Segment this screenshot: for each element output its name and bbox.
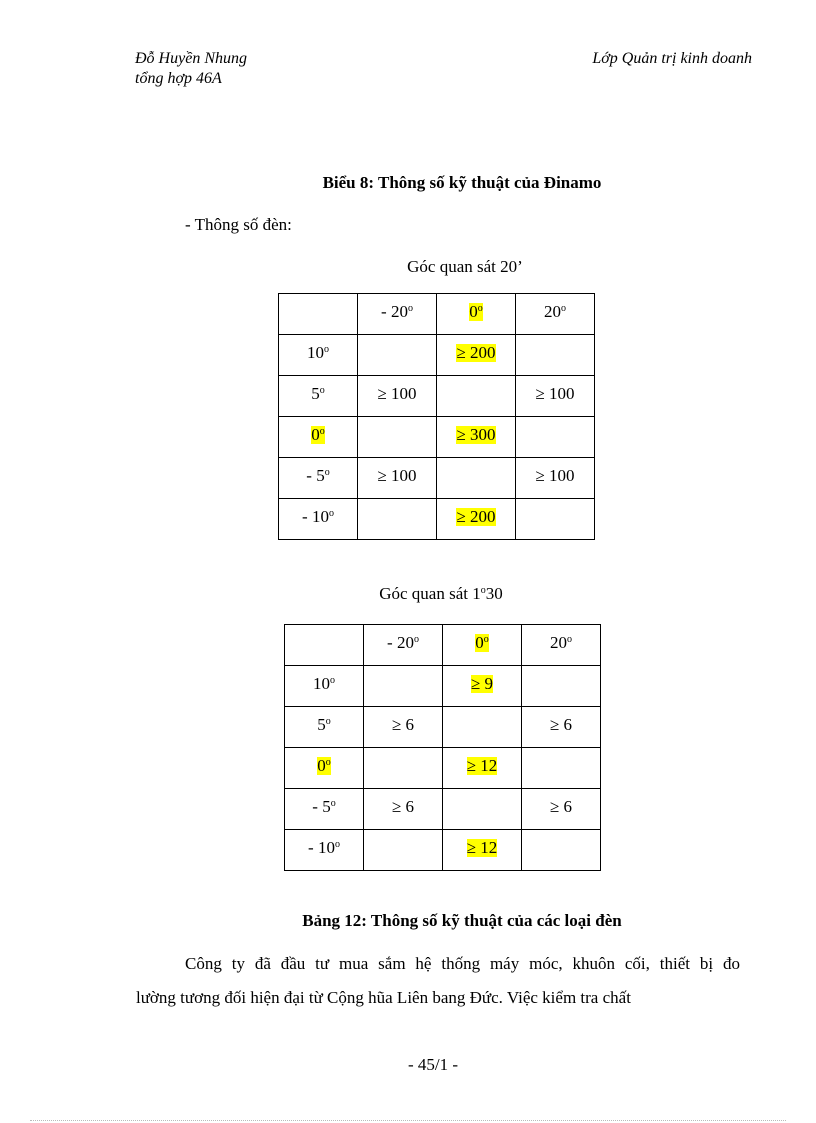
table2-caption — [0, 584, 816, 604]
table1-cell — [437, 417, 516, 458]
header-author — [135, 49, 247, 89]
table1-cell — [437, 335, 516, 376]
table2 — [284, 624, 601, 871]
bang-title: Bảng 12: Thông số kỹ thuật của các loại đèn — [302, 911, 622, 930]
table2-cell-value: 20$^o$ — [550, 633, 572, 652]
table2-cell — [443, 666, 522, 707]
table2-cell — [285, 789, 364, 830]
table2-cell-value: - 20$^o$ — [387, 633, 419, 652]
table2-cell — [285, 748, 364, 789]
table1-cell-value: 10$^o$ — [307, 343, 329, 362]
table2-row — [285, 789, 601, 830]
table2-cell-value: 0$^o$ — [317, 756, 331, 775]
table1-cell-value: 20$^o$ — [544, 302, 566, 321]
table1-row — [279, 417, 595, 458]
table1-row — [279, 458, 595, 499]
table1-cell — [516, 376, 595, 417]
table2-row — [285, 830, 601, 871]
table1-cell — [516, 458, 595, 499]
table2-cell — [443, 789, 522, 830]
body-paragraph — [136, 947, 740, 1015]
table1-cell-value: 0$^o$ — [469, 302, 483, 321]
table2-cell-value: 10$^o$ — [313, 674, 335, 693]
table2-caption-degree: o — [480, 585, 486, 596]
table1-cell — [358, 335, 437, 376]
table1-cell — [279, 499, 358, 540]
table2-cell — [364, 625, 443, 666]
paragraph-line-1: Công ty đã đầu tư mua sắm hệ thống máy móc, khuôn cối, thiết bị đo — [185, 954, 740, 973]
table2-cell — [522, 666, 601, 707]
table1-row — [279, 335, 595, 376]
table1-cell-value: - 5$^o$ — [306, 466, 330, 485]
table2-cell — [364, 707, 443, 748]
bieu-title: Biểu 8: Thông số kỹ thuật của Đinamo — [322, 173, 602, 192]
table2-cell-value: ≥ 6 — [391, 715, 415, 734]
header-class-label: Lớp Quản trị kinh doanh — [592, 50, 752, 67]
table1-cell — [437, 499, 516, 540]
table2-cell — [285, 707, 364, 748]
table1-cell — [279, 417, 358, 458]
table2-cell — [522, 707, 601, 748]
table1-cell — [437, 294, 516, 335]
table2-cell — [364, 789, 443, 830]
table2-cell — [364, 748, 443, 789]
table2-cell — [285, 625, 364, 666]
footer-divider — [30, 1120, 786, 1121]
table1-row — [279, 376, 595, 417]
paragraph-line-2: lường tương đối hiện đại từ Cộng hũa Liên bang Đức. Việc kiểm tra chất — [136, 988, 631, 1007]
table2-cell-value: ≥ 6 — [549, 715, 573, 734]
table2-cell — [285, 666, 364, 707]
author-class: tổng hợp 46A — [135, 70, 222, 87]
table1-cell-value: - 10$^o$ — [302, 507, 334, 526]
table1-cell-value: - 20$^o$ — [381, 302, 413, 321]
table2-cell — [443, 625, 522, 666]
table1-cell-value: 5$^o$ — [311, 384, 325, 403]
table2-cell — [364, 830, 443, 871]
table2-cell — [285, 830, 364, 871]
table2-cell-value: 5$^o$ — [317, 715, 331, 734]
table1-cell — [516, 294, 595, 335]
table1-cell — [358, 458, 437, 499]
table2-cell-value: ≥ 6 — [549, 797, 573, 816]
table2-caption-main: Góc quan sát 1 — [379, 584, 481, 603]
table2-cell-value: - 10$^o$ — [308, 838, 340, 857]
table1-cell-value: ≥ 100 — [377, 466, 417, 485]
table2-cell-value: ≥ 12 — [466, 756, 498, 775]
table1-cell-value: ≥ 100 — [377, 384, 417, 403]
table1-cell — [279, 335, 358, 376]
table2-cell-value: ≥ 9 — [470, 674, 494, 693]
table2-cell-value: - 5$^o$ — [312, 797, 336, 816]
table2-cell — [443, 830, 522, 871]
table1 — [278, 293, 595, 540]
table1-cell — [358, 417, 437, 458]
table2-cell — [522, 830, 601, 871]
table1-caption: Góc quan sát 20’ — [407, 257, 523, 276]
table1-cell — [516, 335, 595, 376]
author-name: Đỗ Huyền Nhung — [135, 50, 247, 67]
table2-cell — [522, 625, 601, 666]
table1-cell — [358, 294, 437, 335]
table1-cell-value: ≥ 100 — [535, 384, 575, 403]
table2-cell — [443, 748, 522, 789]
table2-cell — [364, 666, 443, 707]
table1-cell — [279, 294, 358, 335]
table1-cell — [279, 458, 358, 499]
table2-cell-value: 0$^o$ — [475, 633, 489, 652]
table1-cell-value: ≥ 100 — [535, 466, 575, 485]
table1-cell — [437, 458, 516, 499]
table1-cell-value: ≥ 300 — [456, 425, 496, 444]
table2-cell-value: ≥ 12 — [466, 838, 498, 857]
table1-cell — [516, 417, 595, 458]
table1-cell — [279, 376, 358, 417]
table2-row — [285, 748, 601, 789]
table1-header-row — [279, 294, 595, 335]
table1-cell — [358, 376, 437, 417]
table1-cell-value: 0$^o$ — [311, 425, 325, 444]
table1-cell — [358, 499, 437, 540]
table2-cell — [443, 707, 522, 748]
page-number: - 45/1 - — [407, 1055, 459, 1074]
table1-cell-value: ≥ 200 — [456, 343, 496, 362]
table2-row — [285, 707, 601, 748]
table2-cell-value: ≥ 6 — [391, 797, 415, 816]
table1-cell-value: ≥ 200 — [456, 507, 496, 526]
table2-cell — [522, 748, 601, 789]
table2-cell — [522, 789, 601, 830]
table1-row — [279, 499, 595, 540]
table1-cell — [437, 376, 516, 417]
table1-cell — [516, 499, 595, 540]
table2-header-row — [285, 625, 601, 666]
table2-row — [285, 666, 601, 707]
table2-caption-tail: 30 — [485, 584, 503, 603]
lamp-param-label: - Thông số đèn: — [185, 215, 292, 234]
